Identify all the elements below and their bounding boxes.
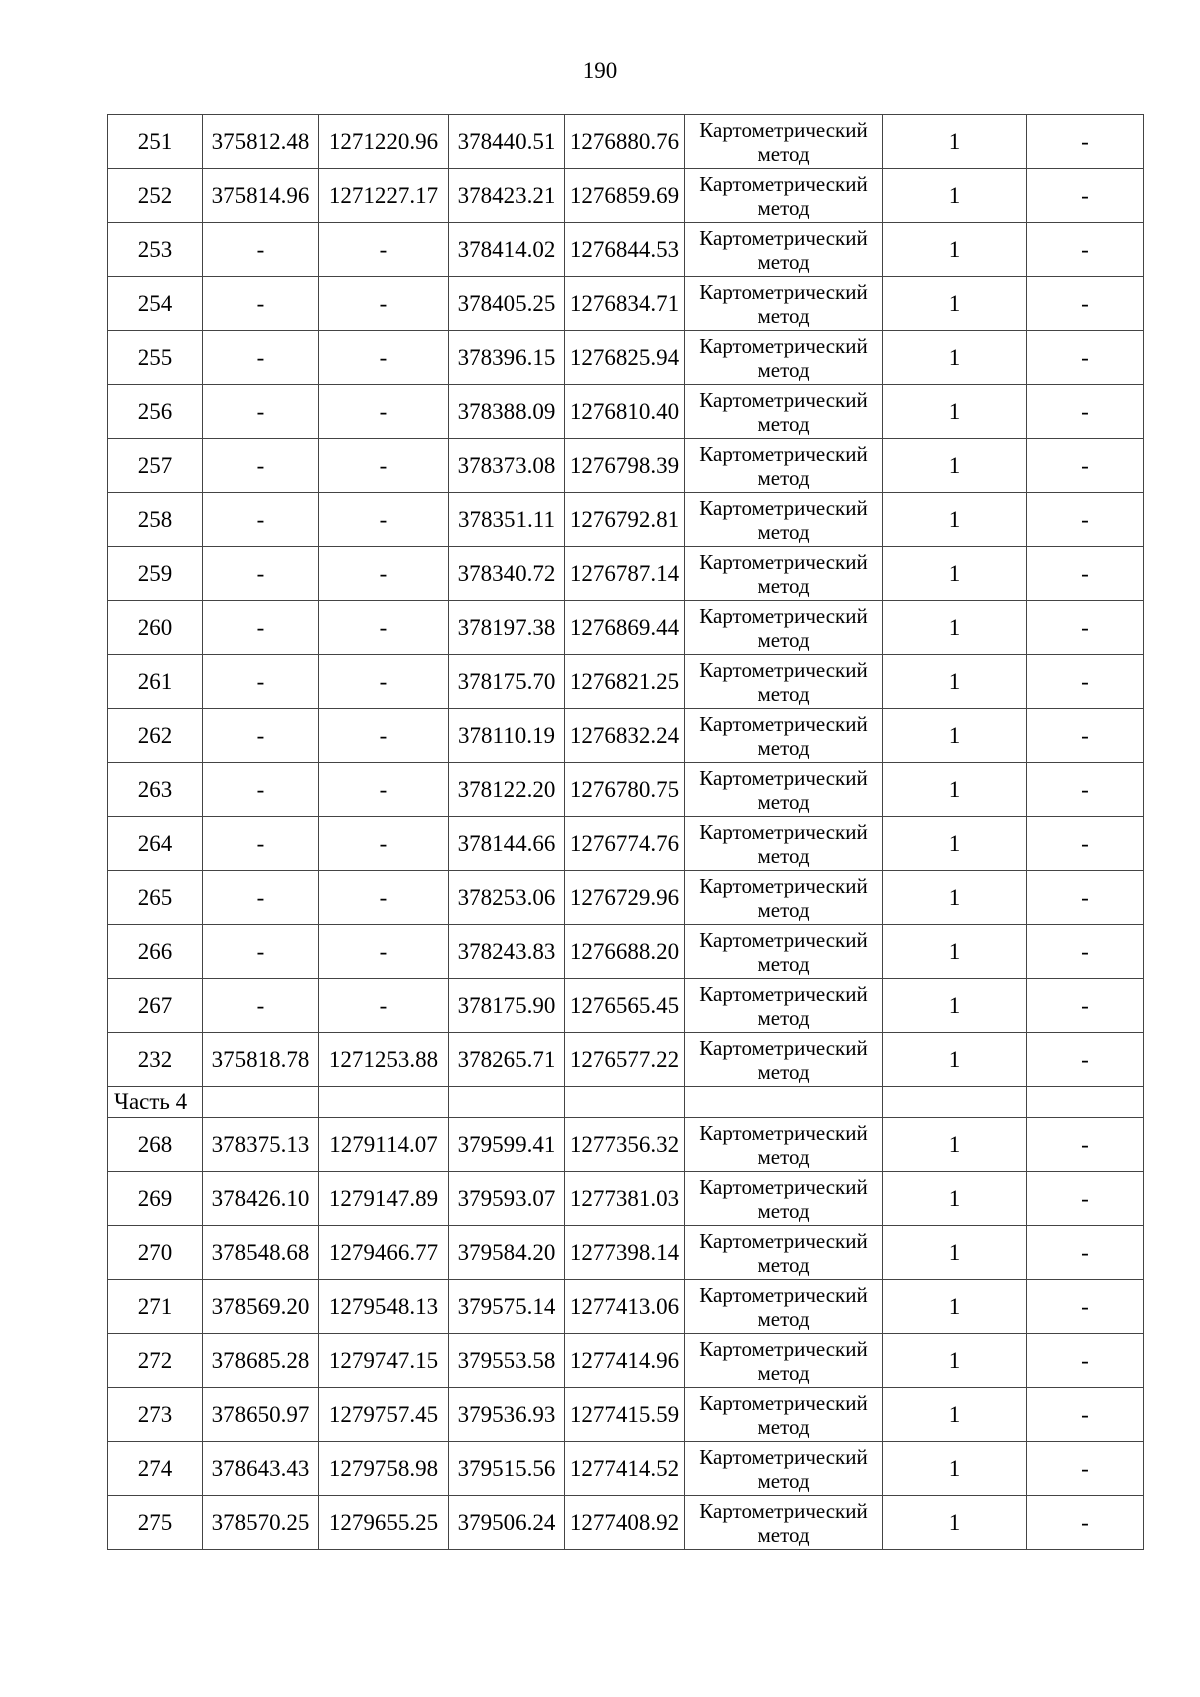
y-new-cell: 1277415.59	[565, 1388, 685, 1442]
y-old-cell: -	[319, 763, 449, 817]
section-row	[108, 1087, 1144, 1118]
coordinates-table	[107, 114, 1144, 1550]
y-new-cell: 1276844.53	[565, 223, 685, 277]
accuracy-cell: 1	[883, 547, 1027, 601]
y-old-cell: 1279747.15	[319, 1334, 449, 1388]
table-row	[108, 979, 1144, 1033]
x-new-cell: 378175.70	[449, 655, 565, 709]
table-row	[108, 871, 1144, 925]
point-number-cell: 260	[108, 601, 203, 655]
x-old-cell: 378569.20	[203, 1280, 319, 1334]
note-cell: -	[1027, 1118, 1144, 1172]
x-new-cell: 378340.72	[449, 547, 565, 601]
point-number-cell: 271	[108, 1280, 203, 1334]
x-old-cell: 378650.97	[203, 1388, 319, 1442]
table-row	[108, 1226, 1144, 1280]
table-row	[108, 169, 1144, 223]
y-old-cell: -	[319, 655, 449, 709]
section-label: Часть 4	[108, 1087, 203, 1118]
method-cell: Картометрический метод	[685, 1496, 883, 1550]
note-cell: -	[1027, 979, 1144, 1033]
accuracy-cell: 1	[883, 223, 1027, 277]
x-old-cell: 375818.78	[203, 1033, 319, 1087]
point-number-cell: 255	[108, 331, 203, 385]
y-old-cell: -	[319, 547, 449, 601]
y-old-cell: -	[319, 439, 449, 493]
x-old-cell: -	[203, 655, 319, 709]
x-old-cell: -	[203, 331, 319, 385]
y-old-cell: -	[319, 709, 449, 763]
method-cell: Картометрический метод	[685, 439, 883, 493]
x-new-cell: 378440.51	[449, 115, 565, 169]
table-row	[108, 223, 1144, 277]
x-new-cell: 378373.08	[449, 439, 565, 493]
method-cell: Картометрический метод	[685, 979, 883, 1033]
accuracy-cell: 1	[883, 385, 1027, 439]
note-cell: -	[1027, 1442, 1144, 1496]
x-new-cell: 379575.14	[449, 1280, 565, 1334]
accuracy-cell: 1	[883, 1033, 1027, 1087]
note-cell: -	[1027, 817, 1144, 871]
point-number-cell: 265	[108, 871, 203, 925]
x-new-cell: 378423.21	[449, 169, 565, 223]
y-new-cell: 1276792.81	[565, 493, 685, 547]
accuracy-cell: 1	[883, 817, 1027, 871]
point-number-cell: 251	[108, 115, 203, 169]
point-number-cell: 269	[108, 1172, 203, 1226]
accuracy-cell: 1	[883, 1172, 1027, 1226]
point-number-cell: 266	[108, 925, 203, 979]
x-old-cell: -	[203, 223, 319, 277]
table-row	[108, 1033, 1144, 1087]
x-old-cell: -	[203, 709, 319, 763]
accuracy-cell: 1	[883, 763, 1027, 817]
accuracy-cell: 1	[883, 871, 1027, 925]
note-cell: -	[1027, 925, 1144, 979]
accuracy-cell: 1	[883, 1334, 1027, 1388]
y-old-cell: 1279655.25	[319, 1496, 449, 1550]
note-cell: -	[1027, 763, 1144, 817]
y-new-cell: 1277398.14	[565, 1226, 685, 1280]
y-new-cell: 1276787.14	[565, 547, 685, 601]
y-old-cell: -	[319, 871, 449, 925]
method-cell: Картометрический метод	[685, 817, 883, 871]
y-new-cell: 1276774.76	[565, 817, 685, 871]
y-new-cell: 1277413.06	[565, 1280, 685, 1334]
empty-cell	[883, 1087, 1027, 1118]
table-row	[108, 385, 1144, 439]
note-cell: -	[1027, 1280, 1144, 1334]
y-new-cell: 1276688.20	[565, 925, 685, 979]
point-number-cell: 267	[108, 979, 203, 1033]
x-new-cell: 378265.71	[449, 1033, 565, 1087]
point-number-cell: 258	[108, 493, 203, 547]
note-cell: -	[1027, 493, 1144, 547]
note-cell: -	[1027, 547, 1144, 601]
x-new-cell: 378414.02	[449, 223, 565, 277]
accuracy-cell: 1	[883, 979, 1027, 1033]
y-old-cell: 1271253.88	[319, 1033, 449, 1087]
table-row	[108, 601, 1144, 655]
note-cell: -	[1027, 1496, 1144, 1550]
table-row	[108, 817, 1144, 871]
accuracy-cell: 1	[883, 1442, 1027, 1496]
x-new-cell: 378110.19	[449, 709, 565, 763]
point-number-cell: 274	[108, 1442, 203, 1496]
accuracy-cell: 1	[883, 115, 1027, 169]
y-new-cell: 1276810.40	[565, 385, 685, 439]
y-old-cell: -	[319, 925, 449, 979]
method-cell: Картометрический метод	[685, 763, 883, 817]
table-row	[108, 493, 1144, 547]
table-row	[108, 709, 1144, 763]
x-old-cell: 375814.96	[203, 169, 319, 223]
point-number-cell: 264	[108, 817, 203, 871]
y-new-cell: 1276729.96	[565, 871, 685, 925]
x-new-cell: 378122.20	[449, 763, 565, 817]
x-old-cell: 378570.25	[203, 1496, 319, 1550]
point-number-cell: 261	[108, 655, 203, 709]
accuracy-cell: 1	[883, 925, 1027, 979]
method-cell: Картометрический метод	[685, 1388, 883, 1442]
y-old-cell: 1271227.17	[319, 169, 449, 223]
empty-cell	[565, 1087, 685, 1118]
x-new-cell: 379599.41	[449, 1118, 565, 1172]
accuracy-cell: 1	[883, 277, 1027, 331]
method-cell: Картометрический метод	[685, 1172, 883, 1226]
x-new-cell: 379515.56	[449, 1442, 565, 1496]
note-cell: -	[1027, 871, 1144, 925]
table-row	[108, 925, 1144, 979]
point-number-cell: 262	[108, 709, 203, 763]
table-row	[108, 1172, 1144, 1226]
y-old-cell: 1279548.13	[319, 1280, 449, 1334]
method-cell: Картометрический метод	[685, 1118, 883, 1172]
note-cell: -	[1027, 1172, 1144, 1226]
y-new-cell: 1276798.39	[565, 439, 685, 493]
accuracy-cell: 1	[883, 1280, 1027, 1334]
note-cell: -	[1027, 331, 1144, 385]
method-cell: Картометрический метод	[685, 331, 883, 385]
x-new-cell: 378144.66	[449, 817, 565, 871]
method-cell: Картометрический метод	[685, 871, 883, 925]
method-cell: Картометрический метод	[685, 493, 883, 547]
y-old-cell: -	[319, 601, 449, 655]
point-number-cell: 268	[108, 1118, 203, 1172]
note-cell: -	[1027, 709, 1144, 763]
y-new-cell: 1276577.22	[565, 1033, 685, 1087]
x-new-cell: 379536.93	[449, 1388, 565, 1442]
y-old-cell: 1279758.98	[319, 1442, 449, 1496]
method-cell: Картометрический метод	[685, 223, 883, 277]
x-old-cell: 375812.48	[203, 115, 319, 169]
x-new-cell: 378405.25	[449, 277, 565, 331]
x-old-cell: -	[203, 601, 319, 655]
x-new-cell: 378388.09	[449, 385, 565, 439]
note-cell: -	[1027, 115, 1144, 169]
x-new-cell: 378175.90	[449, 979, 565, 1033]
y-old-cell: -	[319, 493, 449, 547]
note-cell: -	[1027, 277, 1144, 331]
accuracy-cell: 1	[883, 439, 1027, 493]
note-cell: -	[1027, 223, 1144, 277]
note-cell: -	[1027, 169, 1144, 223]
table-row	[108, 1442, 1144, 1496]
method-cell: Картометрический метод	[685, 709, 883, 763]
x-old-cell: -	[203, 871, 319, 925]
note-cell: -	[1027, 1226, 1144, 1280]
y-new-cell: 1277381.03	[565, 1172, 685, 1226]
y-old-cell: 1279757.45	[319, 1388, 449, 1442]
note-cell: -	[1027, 1388, 1144, 1442]
note-cell: -	[1027, 439, 1144, 493]
x-new-cell: 379593.07	[449, 1172, 565, 1226]
y-old-cell: 1279466.77	[319, 1226, 449, 1280]
x-old-cell: 378375.13	[203, 1118, 319, 1172]
x-old-cell: -	[203, 763, 319, 817]
table-row	[108, 655, 1144, 709]
y-old-cell: 1279114.07	[319, 1118, 449, 1172]
method-cell: Картометрический метод	[685, 1280, 883, 1334]
accuracy-cell: 1	[883, 655, 1027, 709]
x-new-cell: 379553.58	[449, 1334, 565, 1388]
x-old-cell: 378426.10	[203, 1172, 319, 1226]
table-row	[108, 547, 1144, 601]
y-new-cell: 1277408.92	[565, 1496, 685, 1550]
x-new-cell: 379506.24	[449, 1496, 565, 1550]
y-new-cell: 1277414.52	[565, 1442, 685, 1496]
method-cell: Картометрический метод	[685, 277, 883, 331]
y-old-cell: -	[319, 223, 449, 277]
x-old-cell: 378643.43	[203, 1442, 319, 1496]
x-new-cell: 379584.20	[449, 1226, 565, 1280]
table-row	[108, 1280, 1144, 1334]
x-old-cell: -	[203, 385, 319, 439]
point-number-cell: 270	[108, 1226, 203, 1280]
empty-cell	[685, 1087, 883, 1118]
empty-cell	[449, 1087, 565, 1118]
y-new-cell: 1276834.71	[565, 277, 685, 331]
empty-cell	[1027, 1087, 1144, 1118]
point-number-cell: 256	[108, 385, 203, 439]
point-number-cell: 253	[108, 223, 203, 277]
accuracy-cell: 1	[883, 169, 1027, 223]
page-number: 190	[582, 58, 618, 83]
point-number-cell: 273	[108, 1388, 203, 1442]
table-row	[108, 115, 1144, 169]
method-cell: Картометрический метод	[685, 1442, 883, 1496]
note-cell: -	[1027, 601, 1144, 655]
table-row	[108, 1388, 1144, 1442]
empty-cell	[203, 1087, 319, 1118]
y-old-cell: -	[319, 277, 449, 331]
point-number-cell: 257	[108, 439, 203, 493]
table-row	[108, 277, 1144, 331]
point-number-cell: 259	[108, 547, 203, 601]
y-new-cell: 1277356.32	[565, 1118, 685, 1172]
x-old-cell: -	[203, 925, 319, 979]
y-new-cell: 1276565.45	[565, 979, 685, 1033]
x-old-cell: -	[203, 817, 319, 871]
y-old-cell: -	[319, 385, 449, 439]
point-number-cell: 232	[108, 1033, 203, 1087]
y-new-cell: 1276859.69	[565, 169, 685, 223]
note-cell: -	[1027, 1033, 1144, 1087]
x-old-cell: 378548.68	[203, 1226, 319, 1280]
y-new-cell: 1276880.76	[565, 115, 685, 169]
method-cell: Картометрический метод	[685, 547, 883, 601]
accuracy-cell: 1	[883, 493, 1027, 547]
x-old-cell: -	[203, 979, 319, 1033]
empty-cell	[319, 1087, 449, 1118]
x-new-cell: 378243.83	[449, 925, 565, 979]
x-old-cell: 378685.28	[203, 1334, 319, 1388]
method-cell: Картометрический метод	[685, 1033, 883, 1087]
x-new-cell: 378351.11	[449, 493, 565, 547]
y-old-cell: 1271220.96	[319, 115, 449, 169]
accuracy-cell: 1	[883, 331, 1027, 385]
x-old-cell: -	[203, 439, 319, 493]
table-row	[108, 331, 1144, 385]
x-old-cell: -	[203, 277, 319, 331]
accuracy-cell: 1	[883, 1388, 1027, 1442]
method-cell: Картометрический метод	[685, 601, 883, 655]
method-cell: Картометрический метод	[685, 655, 883, 709]
method-cell: Картометрический метод	[685, 1334, 883, 1388]
y-new-cell: 1277414.96	[565, 1334, 685, 1388]
table-row	[108, 1496, 1144, 1550]
point-number-cell: 254	[108, 277, 203, 331]
table-row	[108, 1118, 1144, 1172]
accuracy-cell: 1	[883, 709, 1027, 763]
y-new-cell: 1276825.94	[565, 331, 685, 385]
y-old-cell: -	[319, 979, 449, 1033]
method-cell: Картометрический метод	[685, 1226, 883, 1280]
x-new-cell: 378253.06	[449, 871, 565, 925]
y-new-cell: 1276821.25	[565, 655, 685, 709]
method-cell: Картометрический метод	[685, 925, 883, 979]
point-number-cell: 252	[108, 169, 203, 223]
point-number-cell: 275	[108, 1496, 203, 1550]
y-old-cell: -	[319, 817, 449, 871]
point-number-cell: 263	[108, 763, 203, 817]
method-cell: Картометрический метод	[685, 115, 883, 169]
x-old-cell: -	[203, 547, 319, 601]
table-row	[108, 763, 1144, 817]
method-cell: Картометрический метод	[685, 385, 883, 439]
method-cell: Картометрический метод	[685, 169, 883, 223]
x-new-cell: 378197.38	[449, 601, 565, 655]
y-new-cell: 1276780.75	[565, 763, 685, 817]
y-new-cell: 1276869.44	[565, 601, 685, 655]
accuracy-cell: 1	[883, 1496, 1027, 1550]
x-old-cell: -	[203, 493, 319, 547]
accuracy-cell: 1	[883, 601, 1027, 655]
table-row	[108, 1334, 1144, 1388]
y-old-cell: -	[319, 331, 449, 385]
y-old-cell: 1279147.89	[319, 1172, 449, 1226]
note-cell: -	[1027, 385, 1144, 439]
accuracy-cell: 1	[883, 1118, 1027, 1172]
x-new-cell: 378396.15	[449, 331, 565, 385]
y-new-cell: 1276832.24	[565, 709, 685, 763]
table-row	[108, 439, 1144, 493]
point-number-cell: 272	[108, 1334, 203, 1388]
note-cell: -	[1027, 655, 1144, 709]
accuracy-cell: 1	[883, 1226, 1027, 1280]
note-cell: -	[1027, 1334, 1144, 1388]
